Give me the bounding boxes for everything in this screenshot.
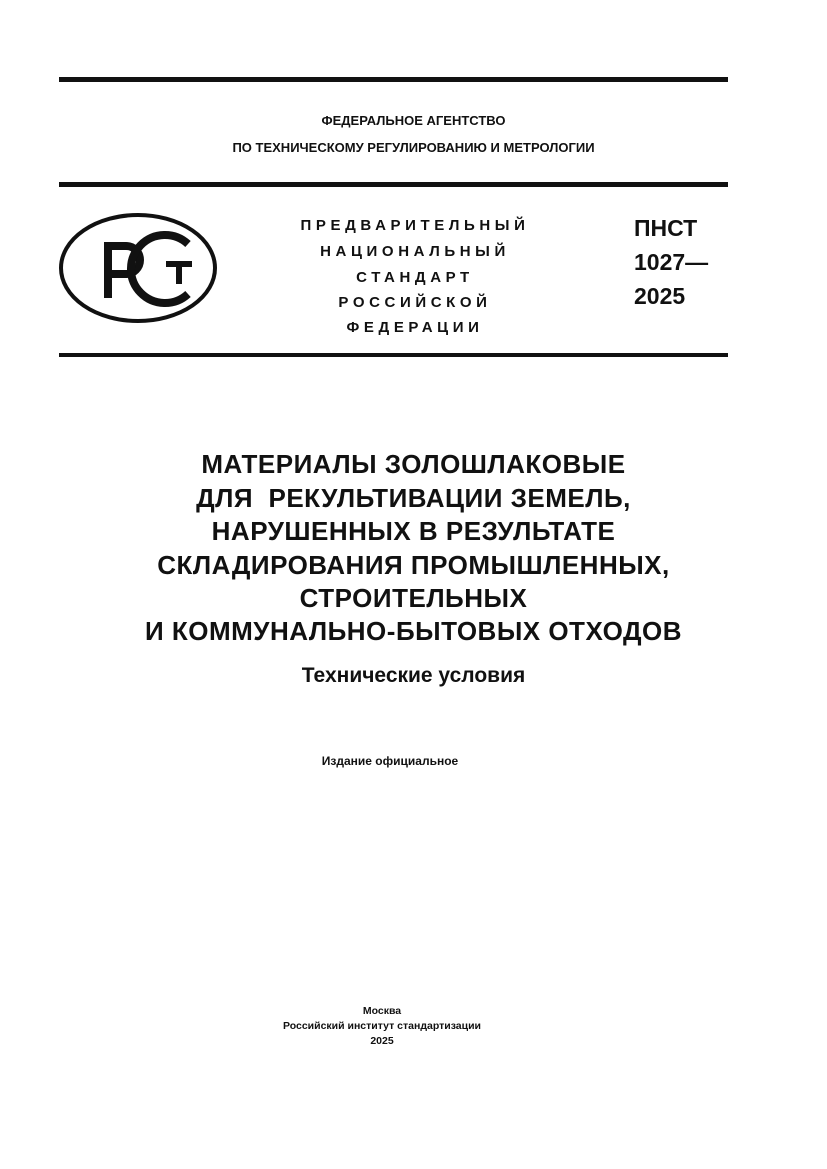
top-rule bbox=[59, 77, 728, 82]
gost-r-logo-icon bbox=[58, 212, 218, 324]
header-rule bbox=[59, 182, 728, 187]
designation-line-1: ПНСТ bbox=[634, 215, 698, 241]
imprint-year: 2025 bbox=[370, 1035, 394, 1047]
title-line-3: НАРУШЕННЫХ В РЕЗУЛЬТАТЕ bbox=[211, 516, 616, 546]
imprint-city: Москва bbox=[362, 1005, 402, 1017]
designation-line-3: 2025 bbox=[634, 283, 686, 309]
title-line-6: И КОММУНАЛЬНО-БЫТОВЫХ ОТХОДОВ bbox=[144, 616, 683, 646]
standard-type-line-4: РОССИЙСКОЙ bbox=[338, 294, 492, 311]
standard-type-line-3: СТАНДАРТ bbox=[356, 269, 474, 286]
standard-type-line-2: НАЦИОНАЛЬНЫЙ bbox=[320, 243, 510, 260]
subtitle: Технические условия bbox=[301, 664, 526, 687]
agency-name-line-2: ПО ТЕХНИЧЕСКОМУ РЕГУЛИРОВАНИЮ И МЕТРОЛОГИИ bbox=[232, 140, 595, 155]
title-line-2: ДЛЯ РЕКУЛЬТИВАЦИИ ЗЕМЕЛЬ, bbox=[196, 483, 631, 513]
title-line-1: МАТЕРИАЛЫ ЗОЛОШЛАКОВЫЕ bbox=[201, 449, 626, 479]
agency-name-line-1: ФЕДЕРАЛЬНОЕ АГЕНТСТВО bbox=[321, 113, 506, 128]
imprint-publisher: Российский институт стандартизации bbox=[282, 1020, 482, 1032]
title-line-4: СКЛАДИРОВАНИЯ ПРОМЫШЛЕННЫХ, bbox=[157, 550, 670, 580]
designation-line-2: 1027— bbox=[634, 249, 709, 275]
title-line-5: СТРОИТЕЛЬНЫХ bbox=[299, 583, 528, 613]
designation-rule bbox=[59, 353, 728, 357]
standard-type-line-5: ФЕДЕРАЦИИ bbox=[346, 319, 484, 336]
edition-note: Издание официальное bbox=[321, 754, 459, 768]
standard-type-line-1: ПРЕДВАРИТЕЛЬНЫЙ bbox=[300, 217, 530, 234]
